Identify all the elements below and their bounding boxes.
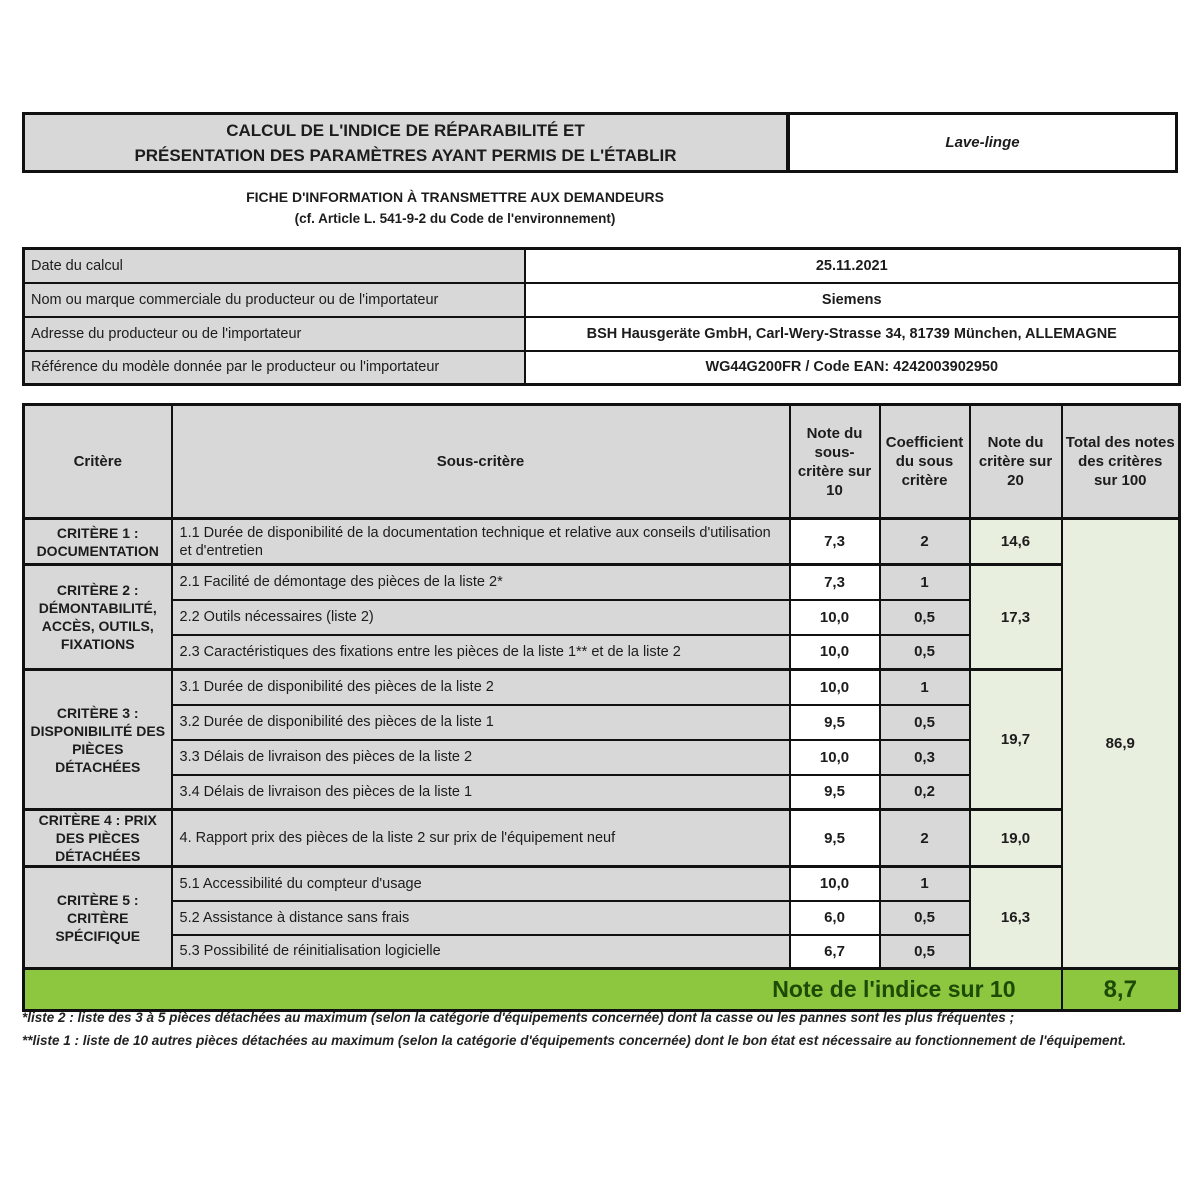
info-value-address: BSH Hausgeräte GmbH, Carl-Wery-Strasse 34, 81739 München, ALLEMAGNE: [525, 317, 1180, 351]
document-title-box: [22, 112, 788, 173]
header-band: [22, 112, 1178, 173]
sub-criterion-3-1: 3.1 Durée de disponibilité des pièces de la liste 2: [172, 670, 790, 705]
document-title-line2: PRÉSENTATION DES PARAMÈTRES AYANT PERMIS DE L'ÉTABLIR: [134, 145, 677, 165]
product-info-table: [22, 247, 1181, 386]
coefficient-3-4: 0,2: [880, 775, 970, 810]
col-header-sous-critere: Sous-critère: [172, 405, 790, 519]
note10-3-1: 10,0: [790, 670, 880, 705]
document-title-line1: CALCUL DE L'INDICE DE RÉPARABILITÉ ET: [226, 120, 585, 140]
note10-3-4: 9,5: [790, 775, 880, 810]
footnote-liste2: *liste 2 : liste des 3 à 5 pièces détachées au maximum (selon la catégorie d'équipements concernée) dont la casse ou les pannes sont les plus fréquentes ;: [22, 1010, 1015, 1025]
coefficient-2-1: 1: [880, 565, 970, 600]
col-header-critere: Critère: [24, 405, 172, 519]
col-header-note-critere: Note du critère sur 20: [970, 405, 1062, 519]
total-notes-cell: 86,9: [1062, 519, 1180, 969]
info-label-brand: Nom ou marque commerciale du producteur ou de l'importateur: [24, 283, 525, 317]
coefficient-3-2: 0,5: [880, 705, 970, 740]
criterion-1-cell: CRITÈRE 1 : DOCUMENTATION: [24, 519, 172, 565]
coefficient-1-1: 2: [880, 519, 970, 565]
coefficient-2-3: 0,5: [880, 635, 970, 670]
sub-criterion-4: 4. Rapport prix des pièces de la liste 2 sur prix de l'équipement neuf: [172, 810, 790, 867]
coefficient-5-2: 0,5: [880, 901, 970, 935]
info-value-reference: WG44G200FR / Code EAN: 4242003902950: [525, 351, 1180, 385]
info-label-address: Adresse du producteur ou de l'importateur: [24, 317, 525, 351]
table-row: [24, 867, 1180, 901]
note10-2-2: 10,0: [790, 600, 880, 635]
info-value-date: 25.11.2021: [525, 249, 1180, 283]
criterion-2-cell: CRITÈRE 2 : DÉMONTABILITÉ, ACCÈS, OUTILS, FIXATIONS: [24, 565, 172, 670]
note20-criterion-4: 19,0: [970, 810, 1062, 867]
coefficient-5-3: 0,5: [880, 935, 970, 969]
coefficient-2-2: 0,5: [880, 600, 970, 635]
subtitle-line1: FICHE D'INFORMATION À TRANSMETTRE AUX DEMANDEURS: [246, 189, 664, 205]
sub-criterion-3-3: 3.3 Délais de livraison des pièces de la liste 2: [172, 740, 790, 775]
info-row-brand: [24, 283, 1180, 317]
sub-criterion-5-1: 5.1 Accessibilité du compteur d'usage: [172, 867, 790, 901]
info-value-brand: Siemens: [525, 283, 1180, 317]
note10-1-1: 7,3: [790, 519, 880, 565]
info-label-reference: Référence du modèle donnée par le producteur ou l'importateur: [24, 351, 525, 385]
index-score-row: [24, 969, 1180, 1011]
coefficient-3-1: 1: [880, 670, 970, 705]
info-row-reference: [24, 351, 1180, 385]
subtitle-line2: (cf. Article L. 541-9-2 du Code de l'environnement): [294, 211, 616, 226]
sub-criterion-5-2: 5.2 Assistance à distance sans frais: [172, 901, 790, 935]
coefficient-5-1: 1: [880, 867, 970, 901]
sub-criterion-1-1: 1.1 Durée de disponibilité de la documentation technique et relative aux conseils d'utilisation et d'entretien: [172, 519, 790, 565]
note10-3-2: 9,5: [790, 705, 880, 740]
note10-5-3: 6,7: [790, 935, 880, 969]
note10-5-2: 6,0: [790, 901, 880, 935]
subtitle-block: [22, 186, 888, 230]
sub-criterion-3-4: 3.4 Délais de livraison des pièces de la liste 1: [172, 775, 790, 810]
info-row-date: [24, 249, 1180, 283]
col-header-note-sous-critere: Note du sous-critère sur 10: [790, 405, 880, 519]
note20-criterion-5: 16,3: [970, 867, 1062, 969]
note10-3-3: 10,0: [790, 740, 880, 775]
criterion-4-cell: CRITÈRE 4 : PRIX DES PIÈCES DÉTACHÉES: [24, 810, 172, 867]
criterion-3-cell: CRITÈRE 3 : DISPONIBILITÉ DES PIÈCES DÉTACHÉES: [24, 670, 172, 810]
info-label-date: Date du calcul: [24, 249, 525, 283]
sub-criterion-3-2: 3.2 Durée de disponibilité des pièces de la liste 1: [172, 705, 790, 740]
coefficient-3-3: 0,3: [880, 740, 970, 775]
info-row-address: [24, 317, 1180, 351]
note20-criterion-3: 19,7: [970, 670, 1062, 810]
table-row: [24, 565, 1180, 600]
criterion-5-cell: CRITÈRE 5 : CRITÈRE SPÉCIFIQUE: [24, 867, 172, 969]
col-header-total: Total des notes des critères sur 100: [1062, 405, 1180, 519]
table-row: [24, 670, 1180, 705]
note10-4: 9,5: [790, 810, 880, 867]
sub-criterion-2-1: 2.1 Facilité de démontage des pièces de la liste 2*: [172, 565, 790, 600]
index-score-value: 8,7: [1062, 969, 1180, 1011]
product-category-label: Lave-linge: [945, 134, 1020, 151]
footnote-liste1: **liste 1 : liste de 10 autres pièces détachées au maximum (selon la catégorie d'équipements concernée) dont le bon état est nécessaire au fonctionnement de l'équipement.: [22, 1033, 1127, 1048]
footnotes-block: [22, 1006, 1172, 1052]
product-category-box: [788, 112, 1178, 173]
note10-2-3: 10,0: [790, 635, 880, 670]
index-score-label: Note de l'indice sur 10: [24, 969, 1062, 1011]
sub-criterion-2-3: 2.3 Caractéristiques des fixations entre les pièces de la liste 1** et de la liste 2: [172, 635, 790, 670]
coefficient-4: 2: [880, 810, 970, 867]
note20-criterion-1: 14,6: [970, 519, 1062, 565]
sub-criterion-5-3: 5.3 Possibilité de réinitialisation logicielle: [172, 935, 790, 969]
sub-criterion-2-2: 2.2 Outils nécessaires (liste 2): [172, 600, 790, 635]
note10-2-1: 7,3: [790, 565, 880, 600]
note20-criterion-2: 17,3: [970, 565, 1062, 670]
repairability-score-table: [22, 403, 1181, 1012]
table-row: [24, 810, 1180, 867]
table-row: [24, 519, 1180, 565]
score-table-header-row: [24, 405, 1180, 519]
col-header-coefficient: Coefficient du sous critère: [880, 405, 970, 519]
note10-5-1: 10,0: [790, 867, 880, 901]
